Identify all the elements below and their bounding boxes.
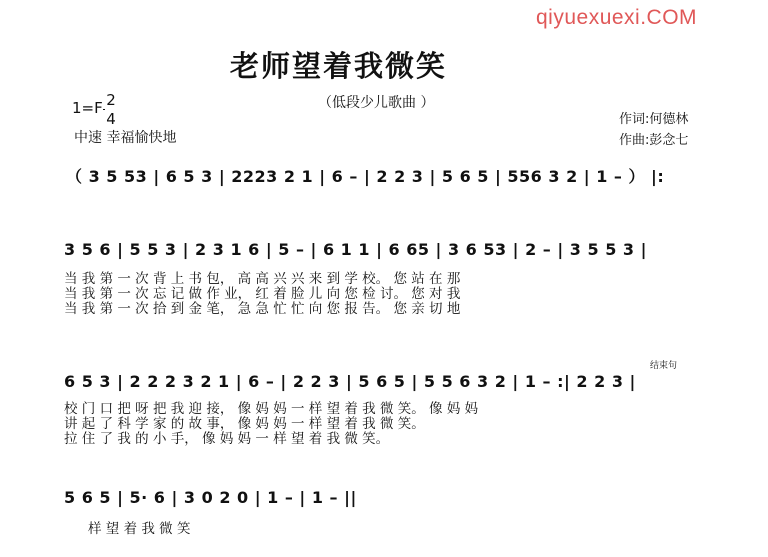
site-watermark: qiyuexuexi.COM [536, 6, 698, 29]
notation-line-3: 6 5 3 | 2 2 2 3 2 1 | 6 – | 2 2 3 | 5 6 5 | 5 5 6 3 2 | 1 – :| 2 2 3 | [64, 372, 636, 391]
staff-line-2 [0, 236, 768, 326]
lyric-ending: 样 望 着 我 微 笑 [88, 521, 191, 537]
staff-line-4 [0, 482, 768, 557]
tempo-marking: 中速 幸福愉快地 [74, 130, 177, 146]
notation-line-4: 5 6 5 | 5· 6 | 3 0 2 0 | 1 – | 1 – || [64, 488, 357, 507]
staff-line-3 [0, 358, 768, 458]
song-title: 老师望着我微笑 [230, 49, 448, 83]
lyric-verse1-a: 当 我 第 一 次 背 上 书 包， 高 高 兴 兴 来 到 学 校。 您 站 在 那 [64, 271, 461, 287]
staff-line-1 [0, 160, 768, 200]
credits [619, 109, 688, 151]
notation-line-1: （ 3 5 53 | 6 5 3 | 2223 2 1 | 6 – | 2 2 3 | 5 6 5 | 556 3 2 | 1 – ） |: [66, 167, 665, 186]
key-signature: 1=F [72, 99, 103, 117]
time-sig-top: 2 [106, 91, 116, 109]
lyricist: 作词:何德林 [619, 112, 689, 127]
song-subtitle: （低段少儿歌曲 ） [318, 95, 435, 111]
time-sig-bottom: 4 [106, 110, 116, 128]
lyric-verse1-b: 校 门 口 把 呀 把 我 迎 接， 像 妈 妈 一 样 望 着 我 微 笑。 像 妈 妈 [64, 401, 479, 417]
notation-line-2: 3 5 6 | 5 5 3 | 2 3 1 6 | 5 – | 6 1 1 | 6 65 | 3 6 53 | 2 – | 3 5 5 3 | [64, 240, 647, 259]
lyric-verse2-a: 当 我 第 一 次 忘 记 做 作 业， 红 着 脸 儿 向 您 检 讨。 您 对 我 [64, 286, 461, 302]
lyric-verse3-b: 拉 住 了 我 的 小 手， 像 妈 妈 一 样 望 着 我 微 笑。 [64, 431, 390, 447]
time-signature [103, 91, 119, 128]
lyric-verse2-b: 讲 起 了 科 学 家 的 故 事， 像 妈 妈 一 样 望 着 我 微 笑。 [64, 416, 425, 432]
lyric-verse3-a: 当 我 第 一 次 拾 到 金 笔， 急 急 忙 忙 向 您 报 告。 您 亲 切 地 [64, 301, 461, 317]
composer: 作曲:彭念七 [619, 133, 689, 148]
ending-label: 结束句 [650, 361, 678, 371]
